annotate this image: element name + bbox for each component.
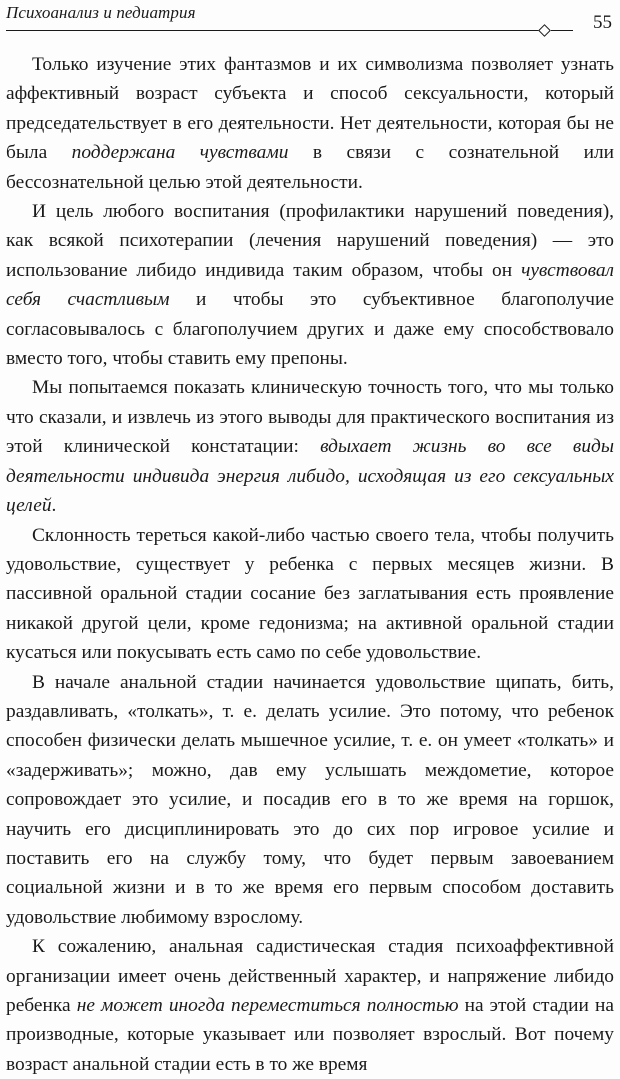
text-run: Только изучение этих фантазмов и их символизма позволяет узнать аффективный возраст субъекта и способ сексуальности, который председательствует в его деятельности. Нет деятельности, которая бы не была (6, 54, 614, 164)
text-run: К сожалению, анальная садистическая стадия психоаффективной организации имеет очень действенный характер, и напряжение либидо ребенка (6, 936, 614, 1016)
diamond-ornament-icon (538, 24, 551, 37)
running-header (6, 0, 614, 44)
text-run: . (51, 495, 57, 517)
text-run: и чтобы это субъективное благополучие согласовывалось с благополучием других и даже ему способствовало вместо того, чтобы ставить ему препоны. (6, 289, 614, 370)
paragraph (6, 932, 614, 1079)
header-rule-tail (551, 30, 573, 31)
paragraph (6, 521, 614, 668)
paragraph (6, 668, 614, 933)
page-number: 55 (593, 12, 612, 33)
italic-phrase: вдыхает жизнь во все виды деятельности индивида энергия либидо, исходящая из его сексуальных целей (6, 436, 614, 517)
text-run: И цель любого воспитания (профилактики нарушений поведения), как всякой психотерапии (лечения нарушений поведения) — это использование либидо индивида таким образом, чтобы он (6, 201, 614, 281)
text-run: на этой стадии на производные, которые указывает или позволяет взрослый. Вот почему возраст анальной стадии есть в то же время (6, 995, 615, 1075)
paragraph (6, 197, 614, 373)
text-run: В начале анальной стадии начинается удовольствие щипать, бить, раздавливать, «толкать», т. е. делать усилие. Это потому, что ребенок способен физически делать мышечное усилие, т. е. он умеет «толкать» и «задерживать»; можно, дав ему услышать междометие, которое сопровождает это усилие, и посадив его в то же время на горшок, научить его дисциплинировать это до сих пор игровое усилие и поставить его на службу тому, что будет первым завоеванием социальной жизни и в то же время его первым способом доставить удовольствие любимому взрослому. (6, 671, 614, 928)
body-text (6, 50, 614, 1079)
text-run: Склонность тереться какой-либо частью своего тела, чтобы получить удовольствие, существует у ребенка с первых месяцев жизни. В пассивной оральной стадии сосание без заглатывания есть проявление никакой другой цели, кроме гедонизма; на активной оральной стадии кусаться или покусывать есть само по себе удовольствие. (6, 524, 614, 664)
header-rule (6, 30, 550, 31)
paragraph (6, 373, 614, 520)
italic-phrase: поддержана чувствами (71, 142, 289, 164)
italic-phrase: не может иногда переместиться полностью (76, 995, 459, 1016)
text-run: Мы попытаемся показать клиническую точность того, что мы только что сказали, и извлечь из этого выводы для практического воспитания из этой клинической констатации: (6, 377, 614, 458)
paragraph (6, 50, 614, 197)
italic-phrase: чувствовал себя счастливым (6, 259, 614, 311)
text-run: в связи с сознательной или бессознательной целью этой деятельности. (6, 142, 615, 193)
running-title: Психоанализ и педиатрия (6, 3, 196, 22)
